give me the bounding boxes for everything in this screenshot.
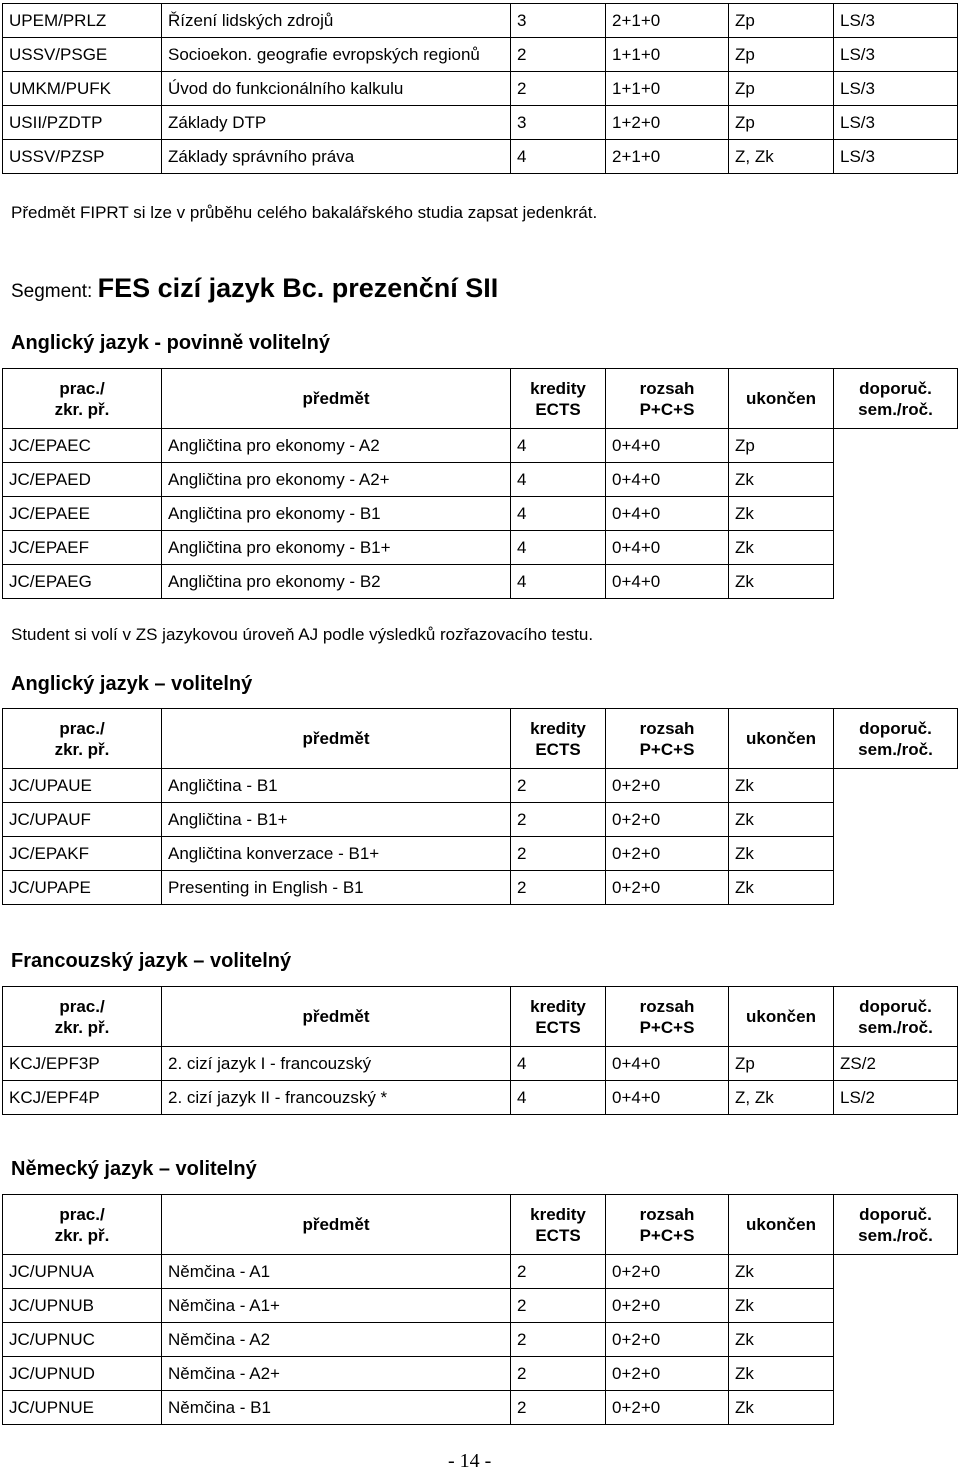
table-row bbox=[3, 106, 958, 140]
column-header bbox=[511, 1195, 606, 1255]
table-cell bbox=[834, 803, 958, 837]
table-cell: Socioekon. geografie evropských regionů bbox=[162, 38, 511, 72]
table-cell: 0+2+0 bbox=[606, 1357, 729, 1391]
table-cell: 0+4+0 bbox=[606, 531, 729, 565]
table-cell: 2 bbox=[511, 1323, 606, 1357]
segment-label: Segment: bbox=[11, 281, 93, 302]
table-cell: Zk bbox=[729, 1357, 834, 1391]
table-row bbox=[3, 463, 958, 497]
table-cell: UPEM/PRLZ bbox=[3, 4, 162, 38]
header-text: kredity bbox=[530, 718, 586, 738]
column-header bbox=[834, 709, 958, 769]
column-header bbox=[162, 987, 511, 1047]
table-cell: LS/3 bbox=[834, 4, 958, 38]
table-cell: 2 bbox=[511, 72, 606, 106]
column-header bbox=[511, 987, 606, 1047]
table-cell: Angličtina pro ekonomy - B1 bbox=[162, 497, 511, 531]
table-cell: 2 bbox=[511, 1391, 606, 1425]
table-cell: JC/EPAEF bbox=[3, 531, 162, 565]
table-cell: Zp bbox=[729, 38, 834, 72]
table-cell: KCJ/EPF4P bbox=[3, 1081, 162, 1115]
header-text: prac./ bbox=[59, 996, 105, 1016]
table-cell: 2 bbox=[511, 1255, 606, 1289]
table-row bbox=[3, 1357, 958, 1391]
table-cell: 4 bbox=[511, 463, 606, 497]
header-text: doporuč. bbox=[859, 1204, 932, 1224]
table-row bbox=[3, 429, 958, 463]
table-cell: Zk bbox=[729, 837, 834, 871]
column-header bbox=[729, 369, 834, 429]
table-cell: 2. cizí jazyk II - francouzský * bbox=[162, 1081, 511, 1115]
table-cell: Zp bbox=[729, 429, 834, 463]
column-header bbox=[511, 369, 606, 429]
table-cell: USSV/PZSP bbox=[3, 140, 162, 174]
table-cell: 3 bbox=[511, 4, 606, 38]
table-cell: 4 bbox=[511, 429, 606, 463]
header-text: předmět bbox=[302, 1007, 370, 1026]
table-cell: LS/3 bbox=[834, 106, 958, 140]
table-cell: Zp bbox=[729, 72, 834, 106]
table-cell: LS/3 bbox=[834, 72, 958, 106]
column-header bbox=[3, 1195, 162, 1255]
column-header bbox=[162, 709, 511, 769]
table-cell bbox=[834, 1323, 958, 1357]
segment-heading bbox=[11, 273, 498, 304]
table-cell: 4 bbox=[511, 1047, 606, 1081]
section-table bbox=[2, 986, 958, 1115]
header-text: ukončen bbox=[746, 1215, 816, 1234]
table-cell: LS/3 bbox=[834, 140, 958, 174]
table-cell: Zp bbox=[729, 106, 834, 140]
table-cell bbox=[834, 463, 958, 497]
header-row bbox=[3, 987, 958, 1047]
table-cell: Zk bbox=[729, 1391, 834, 1425]
table-row bbox=[3, 1047, 958, 1081]
header-text: prac./ bbox=[59, 718, 105, 738]
table-cell: Zk bbox=[729, 497, 834, 531]
table-cell: Němčina - A1+ bbox=[162, 1289, 511, 1323]
table-cell: 2+1+0 bbox=[606, 140, 729, 174]
column-header bbox=[834, 369, 958, 429]
table-cell: Angličtina pro ekonomy - B1+ bbox=[162, 531, 511, 565]
table-cell bbox=[834, 769, 958, 803]
table-cell: 0+2+0 bbox=[606, 1323, 729, 1357]
table-cell: 4 bbox=[511, 1081, 606, 1115]
header-text: sem./roč. bbox=[858, 739, 933, 759]
header-text: prac./ bbox=[59, 1204, 105, 1224]
table-cell: Základy DTP bbox=[162, 106, 511, 140]
table-cell: Angličtina konverzace - B1+ bbox=[162, 837, 511, 871]
header-row bbox=[3, 709, 958, 769]
table-cell: JC/UPNUA bbox=[3, 1255, 162, 1289]
header-text: doporuč. bbox=[859, 718, 932, 738]
section-table bbox=[2, 368, 958, 599]
table-row bbox=[3, 531, 958, 565]
header-text: ECTS bbox=[535, 1017, 581, 1037]
table-cell: 0+2+0 bbox=[606, 1289, 729, 1323]
header-text: doporuč. bbox=[859, 378, 932, 398]
table-row bbox=[3, 72, 958, 106]
table-cell: Zk bbox=[729, 803, 834, 837]
column-header bbox=[606, 709, 729, 769]
table-cell: 1+2+0 bbox=[606, 106, 729, 140]
table-row bbox=[3, 803, 958, 837]
table-cell: Základy správního práva bbox=[162, 140, 511, 174]
table-cell: Presenting in English - B1 bbox=[162, 871, 511, 905]
table-cell: JC/EPAEG bbox=[3, 565, 162, 599]
table-cell: Řízení lidských zdrojů bbox=[162, 4, 511, 38]
column-header bbox=[606, 987, 729, 1047]
table-row bbox=[3, 140, 958, 174]
table-cell: 0+2+0 bbox=[606, 769, 729, 803]
table-cell: 0+2+0 bbox=[606, 1255, 729, 1289]
header-text: doporuč. bbox=[859, 996, 932, 1016]
table-cell: 1+1+0 bbox=[606, 72, 729, 106]
table-cell: UMKM/PUFK bbox=[3, 72, 162, 106]
table-cell: 0+2+0 bbox=[606, 803, 729, 837]
section-title-german-optional: Německý jazyk – volitelný bbox=[11, 1158, 257, 1180]
table-cell bbox=[834, 565, 958, 599]
table-cell: LS/2 bbox=[834, 1081, 958, 1115]
table-cell: USII/PZDTP bbox=[3, 106, 162, 140]
table-cell bbox=[834, 837, 958, 871]
table-cell: 0+4+0 bbox=[606, 429, 729, 463]
column-header bbox=[729, 1195, 834, 1255]
table-cell: 1+1+0 bbox=[606, 38, 729, 72]
english-level-note: Student si volí v ZS jazykovou úroveň AJ podle výsledků rozřazovacího testu. bbox=[11, 625, 594, 644]
column-header bbox=[3, 709, 162, 769]
table-cell: JC/UPAUE bbox=[3, 769, 162, 803]
header-text: ECTS bbox=[535, 739, 581, 759]
table-cell: 2 bbox=[511, 837, 606, 871]
table-cell: USSV/PSGE bbox=[3, 38, 162, 72]
table-row bbox=[3, 769, 958, 803]
table-cell: 2 bbox=[511, 871, 606, 905]
table-cell: Zk bbox=[729, 531, 834, 565]
table-cell: 2 bbox=[511, 38, 606, 72]
table-cell: 0+2+0 bbox=[606, 871, 729, 905]
table-cell: JC/UPAPE bbox=[3, 871, 162, 905]
header-row bbox=[3, 1195, 958, 1255]
table-cell: 4 bbox=[511, 565, 606, 599]
table-cell: 0+4+0 bbox=[606, 463, 729, 497]
header-text: rozsah bbox=[639, 718, 695, 738]
table-cell: Němčina - A2 bbox=[162, 1323, 511, 1357]
header-text: prac./ bbox=[59, 378, 105, 398]
table-cell: 2 bbox=[511, 1289, 606, 1323]
table-cell: JC/UPNUC bbox=[3, 1323, 162, 1357]
table-cell: 4 bbox=[511, 497, 606, 531]
table-cell: 4 bbox=[511, 531, 606, 565]
table-cell: Zp bbox=[729, 1047, 834, 1081]
header-text: zkr. př. bbox=[54, 739, 110, 759]
page-number: - 14 - bbox=[448, 1450, 492, 1472]
table-cell: Zp bbox=[729, 4, 834, 38]
table-cell: Zk bbox=[729, 1255, 834, 1289]
section-title-english-compulsory: Anglický jazyk - povinně volitelný bbox=[11, 332, 330, 354]
table-cell: JC/UPNUE bbox=[3, 1391, 162, 1425]
header-text: P+C+S bbox=[639, 739, 695, 759]
top-course-table bbox=[2, 3, 958, 174]
header-text: předmět bbox=[302, 729, 370, 748]
table-cell: Zk bbox=[729, 463, 834, 497]
table-row bbox=[3, 837, 958, 871]
table-cell: ZS/2 bbox=[834, 1047, 958, 1081]
fiprt-note: Předmět FIPRT si lze v průběhu celého bakalářského studia zapsat jedenkrát. bbox=[11, 203, 598, 222]
table-cell: Angličtina pro ekonomy - A2+ bbox=[162, 463, 511, 497]
header-text: ukončen bbox=[746, 729, 816, 748]
table-cell: Němčina - B1 bbox=[162, 1391, 511, 1425]
header-text: P+C+S bbox=[639, 399, 695, 419]
table-cell: JC/UPNUD bbox=[3, 1357, 162, 1391]
table-cell: 2. cizí jazyk I - francouzský bbox=[162, 1047, 511, 1081]
table-cell: Angličtina pro ekonomy - A2 bbox=[162, 429, 511, 463]
table-cell: Angličtina - B1 bbox=[162, 769, 511, 803]
header-text: ukončen bbox=[746, 389, 816, 408]
header-text: P+C+S bbox=[639, 1017, 695, 1037]
table-row bbox=[3, 1323, 958, 1357]
table-cell: Němčina - A1 bbox=[162, 1255, 511, 1289]
header-row bbox=[3, 369, 958, 429]
table-cell: Z, Zk bbox=[729, 140, 834, 174]
header-text: ECTS bbox=[535, 399, 581, 419]
table-cell: Zk bbox=[729, 769, 834, 803]
header-text: předmět bbox=[302, 389, 370, 408]
table-row bbox=[3, 4, 958, 38]
table-cell: LS/3 bbox=[834, 38, 958, 72]
header-text: předmět bbox=[302, 1215, 370, 1234]
table-cell: 0+4+0 bbox=[606, 565, 729, 599]
table-row bbox=[3, 38, 958, 72]
table-cell: 0+4+0 bbox=[606, 497, 729, 531]
header-text: rozsah bbox=[639, 378, 695, 398]
column-header bbox=[511, 709, 606, 769]
column-header bbox=[834, 987, 958, 1047]
section-table bbox=[2, 1194, 958, 1425]
header-text: sem./roč. bbox=[858, 1225, 933, 1245]
column-header bbox=[3, 369, 162, 429]
table-cell bbox=[834, 531, 958, 565]
table-cell: 0+4+0 bbox=[606, 1081, 729, 1115]
header-text: rozsah bbox=[639, 1204, 695, 1224]
table-row bbox=[3, 1391, 958, 1425]
table-cell: 4 bbox=[511, 140, 606, 174]
table-cell bbox=[834, 429, 958, 463]
table-cell: Zk bbox=[729, 1323, 834, 1357]
section-title-french-optional: Francouzský jazyk – volitelný bbox=[11, 950, 292, 972]
table-cell: 0+2+0 bbox=[606, 1391, 729, 1425]
table-cell: Z, Zk bbox=[729, 1081, 834, 1115]
table-row bbox=[3, 497, 958, 531]
table-row bbox=[3, 1081, 958, 1115]
table-cell: JC/EPAED bbox=[3, 463, 162, 497]
column-header bbox=[729, 987, 834, 1047]
table-cell: Zk bbox=[729, 565, 834, 599]
header-text: zkr. př. bbox=[54, 399, 110, 419]
table-cell: Zk bbox=[729, 871, 834, 905]
header-text: sem./roč. bbox=[858, 1017, 933, 1037]
table-cell bbox=[834, 497, 958, 531]
table-cell: 2 bbox=[511, 803, 606, 837]
table-cell: JC/EPAEC bbox=[3, 429, 162, 463]
header-text: kredity bbox=[530, 996, 586, 1016]
column-header bbox=[729, 709, 834, 769]
section-title-english-optional: Anglický jazyk – volitelný bbox=[11, 673, 253, 695]
column-header bbox=[606, 369, 729, 429]
table-cell: Angličtina pro ekonomy - B2 bbox=[162, 565, 511, 599]
table-cell: Angličtina - B1+ bbox=[162, 803, 511, 837]
table-cell: 2 bbox=[511, 769, 606, 803]
table-cell bbox=[834, 1357, 958, 1391]
header-text: kredity bbox=[530, 1204, 586, 1224]
table-cell: 0+2+0 bbox=[606, 837, 729, 871]
header-text: sem./roč. bbox=[858, 399, 933, 419]
header-text: rozsah bbox=[639, 996, 695, 1016]
section-table bbox=[2, 708, 958, 905]
table-cell: 0+4+0 bbox=[606, 1047, 729, 1081]
column-header bbox=[162, 1195, 511, 1255]
header-text: kredity bbox=[530, 378, 586, 398]
table-cell: KCJ/EPF3P bbox=[3, 1047, 162, 1081]
table-cell: Němčina - A2+ bbox=[162, 1357, 511, 1391]
table-cell: Zk bbox=[729, 1289, 834, 1323]
table-cell: 3 bbox=[511, 106, 606, 140]
table-row bbox=[3, 1289, 958, 1323]
table-row bbox=[3, 565, 958, 599]
table-cell: JC/UPAUF bbox=[3, 803, 162, 837]
header-text: zkr. př. bbox=[54, 1017, 110, 1037]
table-row bbox=[3, 1255, 958, 1289]
table-cell: 2 bbox=[511, 1357, 606, 1391]
table-cell bbox=[834, 1289, 958, 1323]
column-header bbox=[3, 987, 162, 1047]
table-cell bbox=[834, 871, 958, 905]
header-text: P+C+S bbox=[639, 1225, 695, 1245]
table-row bbox=[3, 871, 958, 905]
column-header bbox=[834, 1195, 958, 1255]
table-cell bbox=[834, 1391, 958, 1425]
segment-name: FES cizí jazyk Bc. prezenční SII bbox=[97, 273, 499, 303]
table-cell bbox=[834, 1255, 958, 1289]
table-cell: JC/EPAKF bbox=[3, 837, 162, 871]
table-cell: JC/UPNUB bbox=[3, 1289, 162, 1323]
header-text: ECTS bbox=[535, 1225, 581, 1245]
table-cell: JC/EPAEE bbox=[3, 497, 162, 531]
header-text: zkr. př. bbox=[54, 1225, 110, 1245]
column-header bbox=[162, 369, 511, 429]
table-cell: Úvod do funkcionálního kalkulu bbox=[162, 72, 511, 106]
header-text: ukončen bbox=[746, 1007, 816, 1026]
column-header bbox=[606, 1195, 729, 1255]
table-cell: 2+1+0 bbox=[606, 4, 729, 38]
